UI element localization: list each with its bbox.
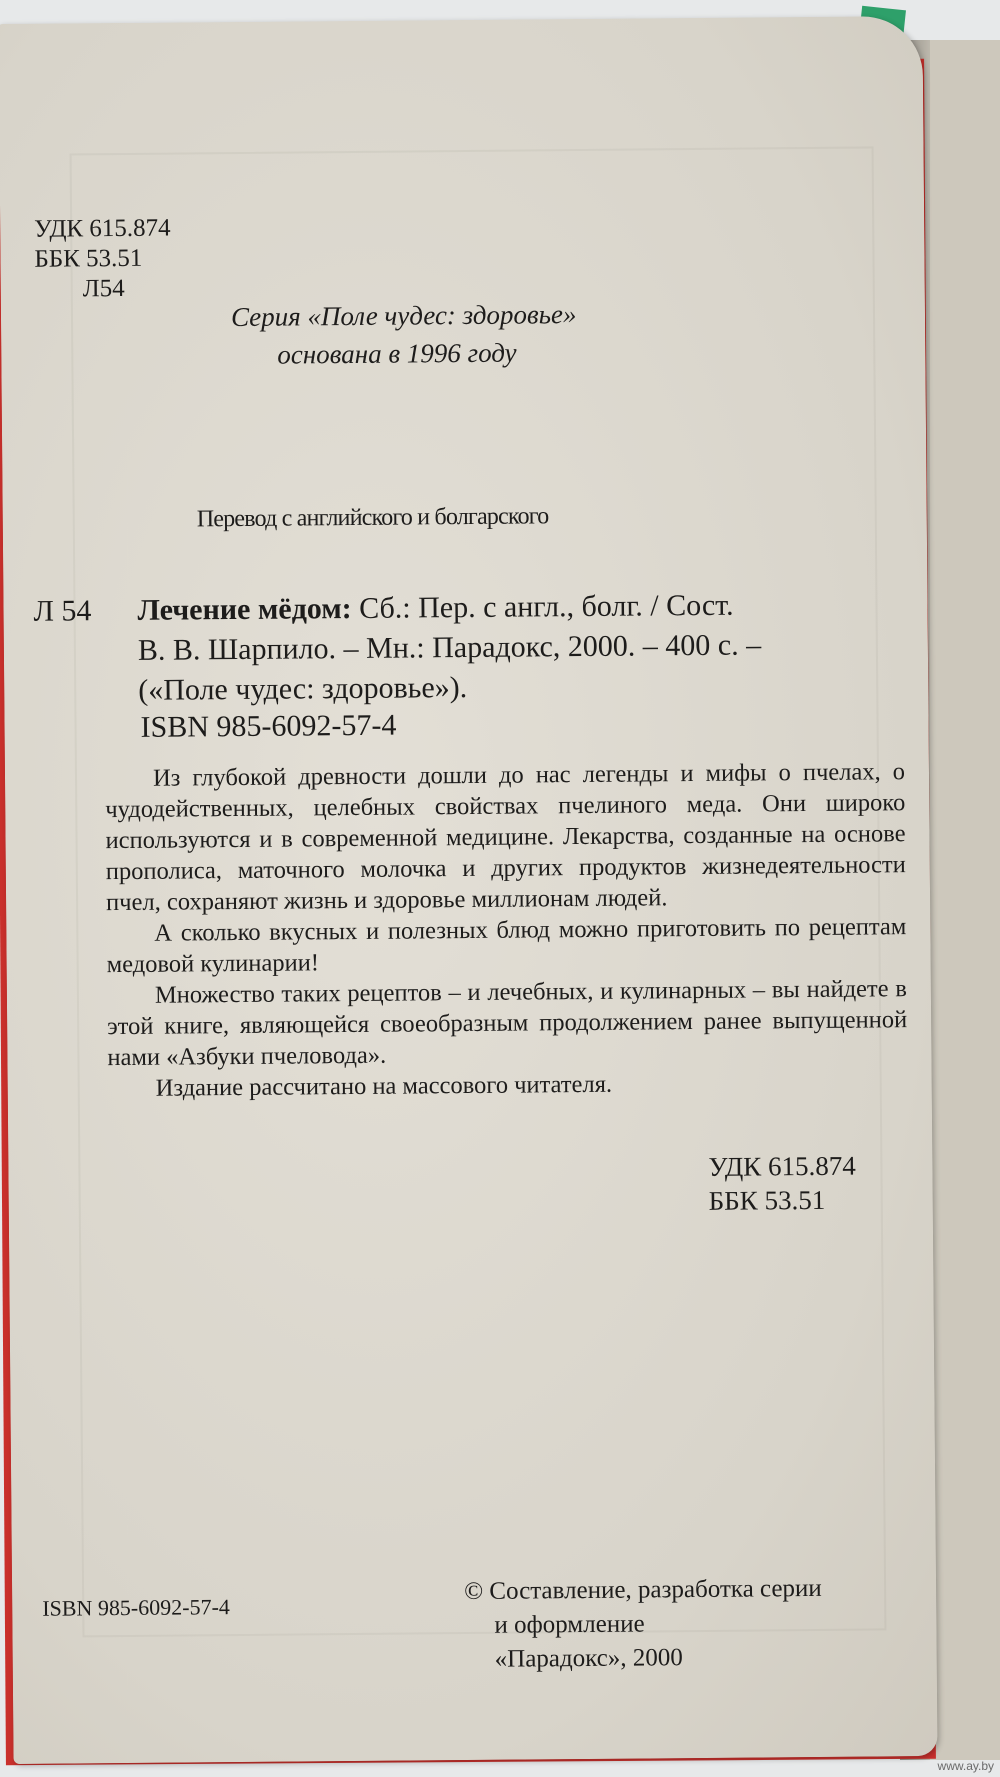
abstract-paragraph-3: Множество таких рецептов – и лечебных, и кулинарных – вы найдете в этой книге, являющейся своеобразным продолжением ранее выпущенной нами «Азбуки пчеловода». bbox=[107, 975, 908, 1072]
udk-code-bottom: УДК 615.874 bbox=[708, 1150, 856, 1182]
bbk-code-bottom: ББК 53.51 bbox=[708, 1184, 826, 1216]
copyright-line-2: и оформление bbox=[494, 1610, 645, 1639]
abstract bbox=[105, 756, 908, 1104]
bib-line-1 bbox=[137, 586, 733, 631]
series-founded: основана в 1996 году bbox=[277, 337, 517, 370]
series-title: Серия «Поле чудес: здоровье» bbox=[230, 299, 577, 333]
bib-author-mark: Л 54 bbox=[33, 594, 92, 628]
abstract-paragraph-2: А сколько вкусных и полезных блюд можно приготовить по рецептам медовой кулинарии! bbox=[106, 913, 907, 979]
isbn-footer: ISBN 985-6092-57-4 bbox=[42, 1594, 230, 1621]
site-watermark: www.ay.by bbox=[937, 1759, 994, 1773]
book-title: Лечение мёдом: bbox=[137, 592, 352, 627]
bbk-code-top: ББК 53.51 bbox=[34, 244, 143, 273]
translation-note: Перевод с английского и болгарского bbox=[196, 503, 549, 533]
copyright-line-3: «Парадокс», 2000 bbox=[494, 1644, 683, 1673]
author-mark-top: Л54 bbox=[82, 274, 125, 303]
bib-line-2: В. В. Шарпило. – Мн.: Парадокс, 2000. – 400 с. – bbox=[137, 628, 762, 667]
copyright-notice bbox=[464, 1572, 823, 1677]
bib-line-1-rest: Сб.: Пер. с англ., болг. / Сост. bbox=[351, 588, 734, 626]
abstract-paragraph-4: Издание рассчитано на массового читателя. bbox=[155, 1070, 613, 1102]
bib-line-3: («Поле чудес: здоровье»). bbox=[138, 671, 468, 707]
copyright-line-1: © Составление, разработка серии bbox=[464, 1574, 822, 1606]
abstract-paragraph-1: Из глубокой древности дошли до нас легенды и мифы о пчелах, о чудодейственных, целебных свойствах пчелиного меда. Они широко используются и в современной медицине. Лекарства, созданные на основе прополиса, маточного молочка и других продуктов жизнедеятельности пчел, сохраняют жизнь и здоровье миллионам людей. bbox=[105, 758, 906, 917]
udk-code-top: УДК 615.874 bbox=[34, 214, 171, 243]
book-page bbox=[0, 16, 938, 1764]
isbn-main: ISBN 985-6092-57-4 bbox=[140, 708, 397, 744]
